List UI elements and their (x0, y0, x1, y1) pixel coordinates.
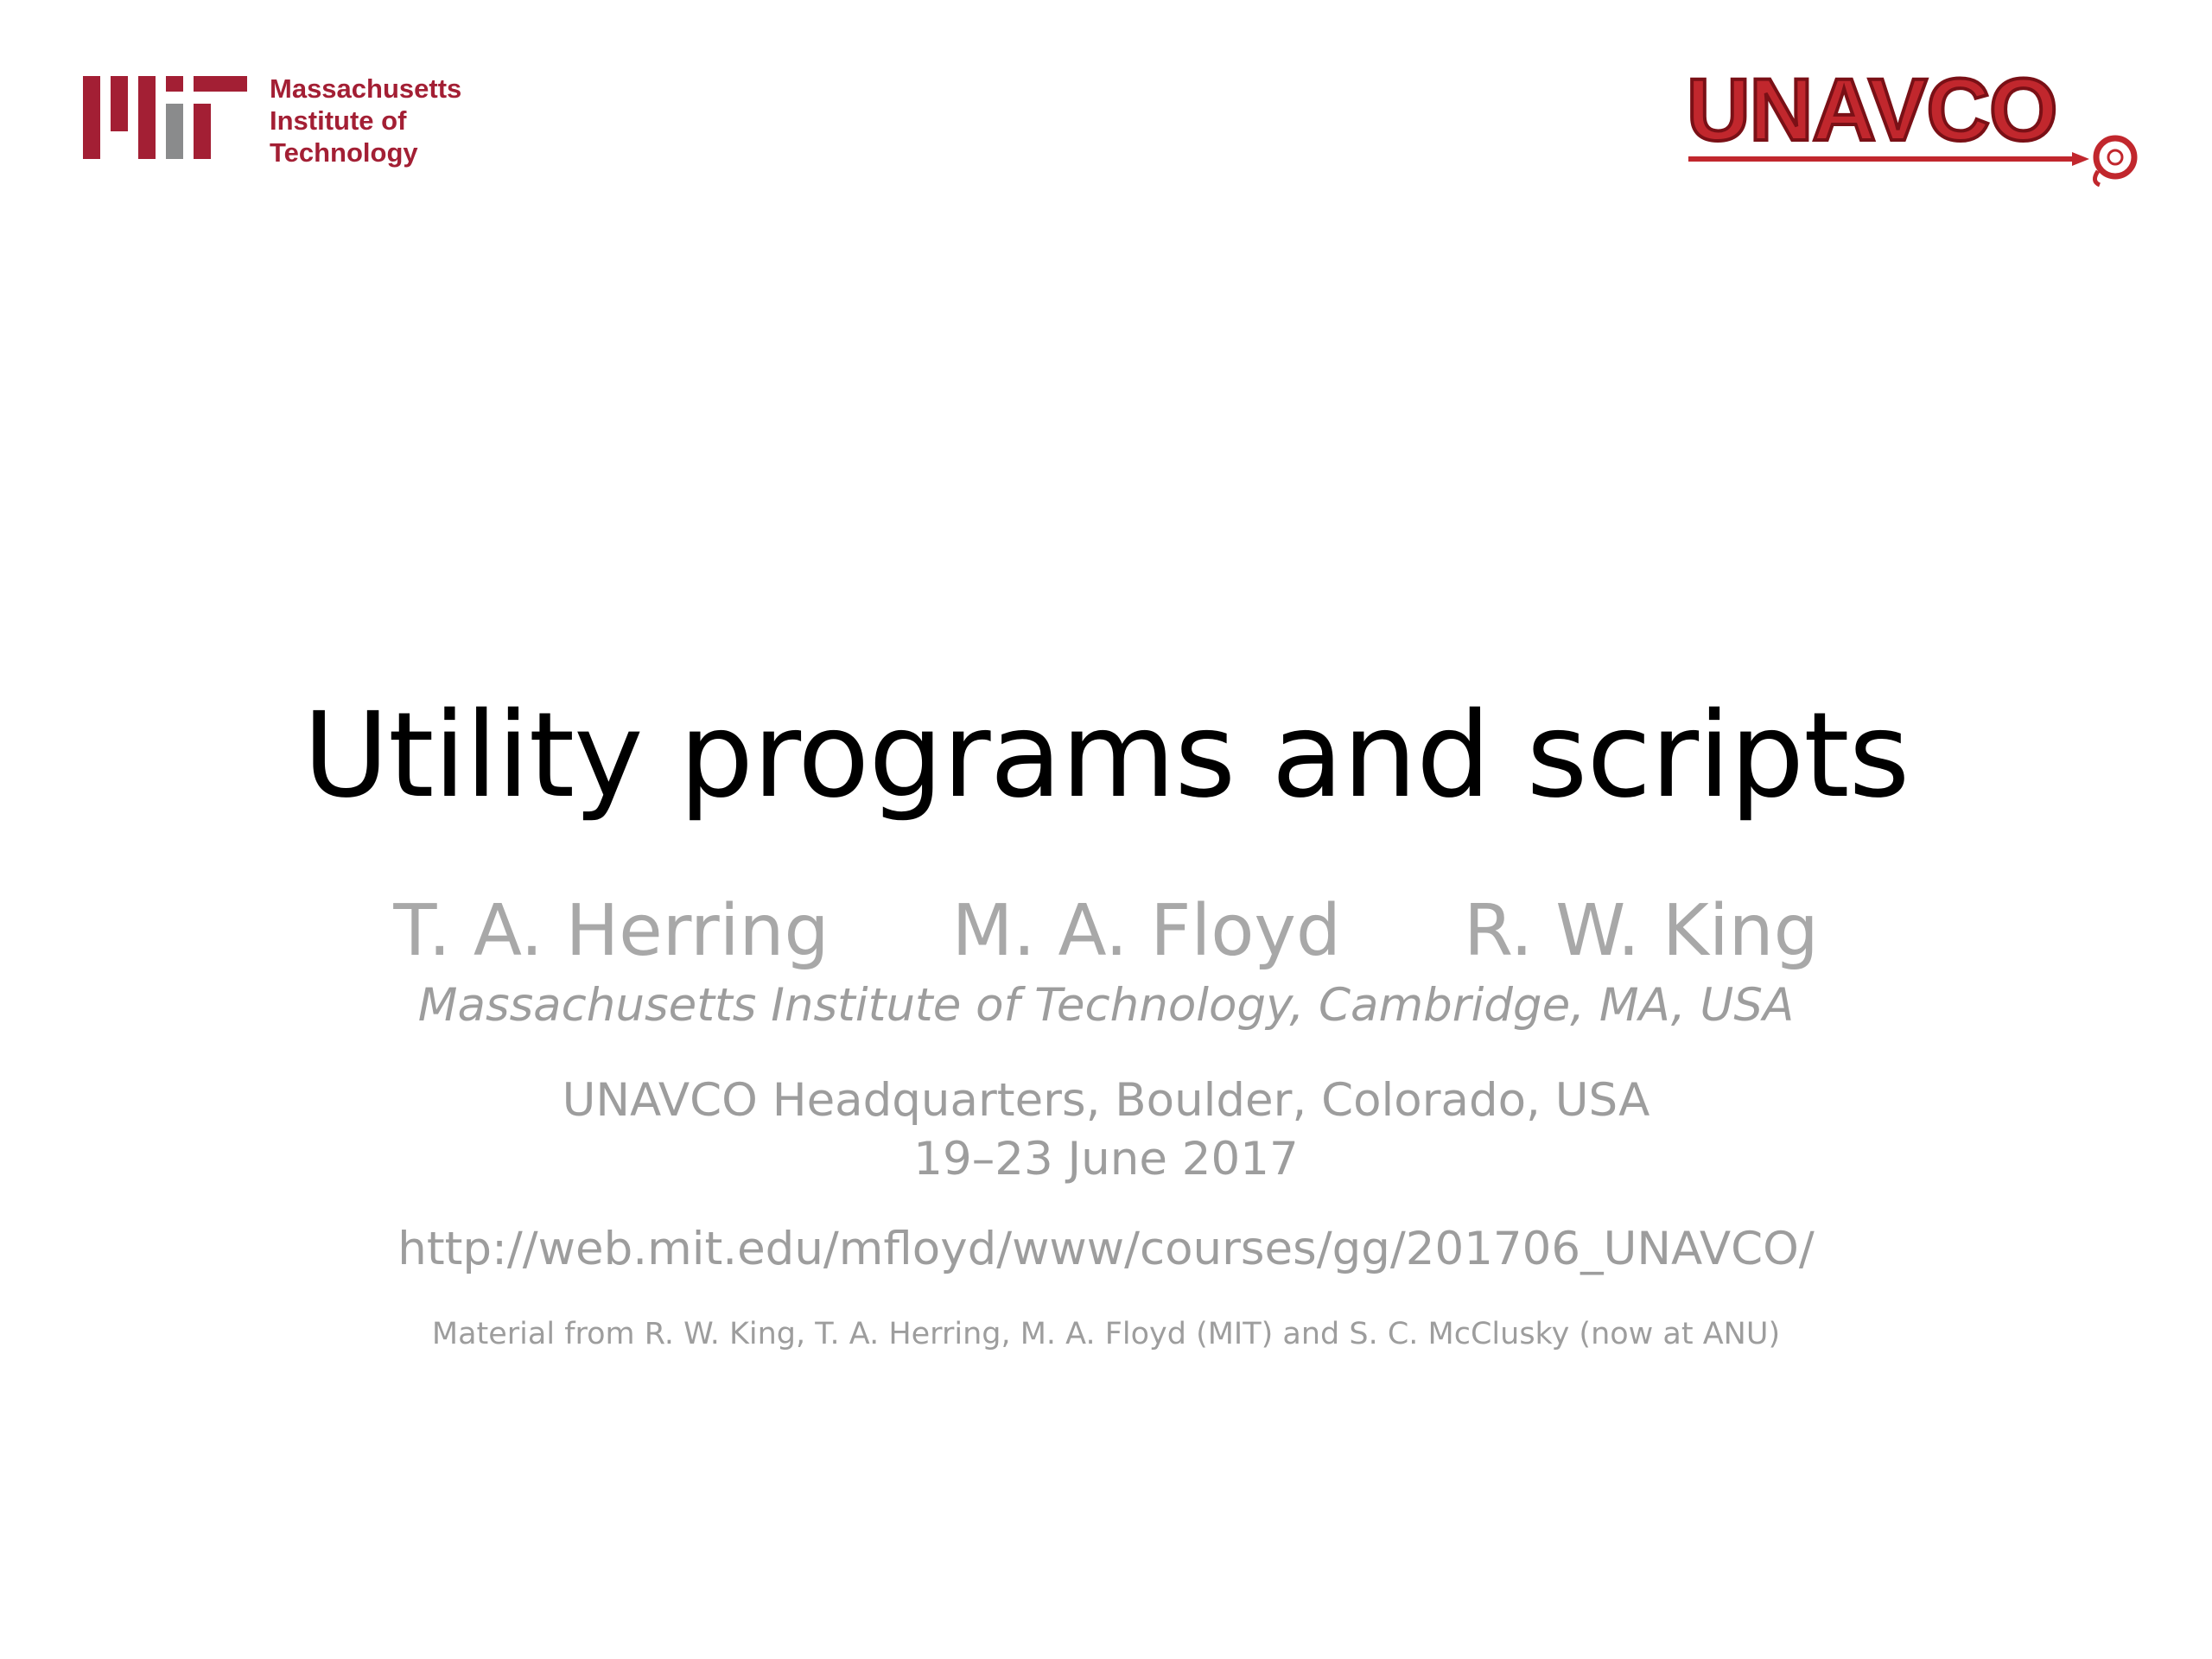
author-king: R. W. King (1464, 890, 1819, 972)
affiliation: Massachusetts Institute of Technology, Cambridge, MA, USA (417, 979, 1795, 1032)
venue: UNAVCO Headquarters, Boulder, Colorado, USA (562, 1074, 1650, 1127)
mit-logo (83, 73, 489, 168)
material-credit: Material from R. W. King, T. A. Herring, M. A. Floyd (MIT) and S. C. McClusky (now at ANU) (431, 1317, 1781, 1351)
mit-wordmark-line-1: Massachusetts (270, 73, 462, 104)
mit-wordmark-line-2: Institute of (270, 105, 407, 136)
unavco-logo (1685, 62, 2152, 192)
slide-title: Utility programs and scripts (302, 688, 1910, 824)
unavco-wordmark: UNAVCO (1687, 60, 2057, 159)
mit-wordmark-line-3: Technology (270, 137, 418, 168)
author-herring: T. A. Herring (393, 890, 830, 972)
mit-wordmark (270, 73, 461, 168)
mit-logo-mark-icon (83, 76, 247, 159)
course-url: http://web.mit.edu/mfloyd/www/courses/gg/201706_UNAVCO/ (397, 1223, 1815, 1275)
dates: 19–23 June 2017 (913, 1133, 1299, 1185)
author-floyd: M. A. Floyd (951, 890, 1341, 972)
author-list (0, 888, 2212, 975)
unavco-orbit-arrow-icon (1685, 62, 2152, 192)
